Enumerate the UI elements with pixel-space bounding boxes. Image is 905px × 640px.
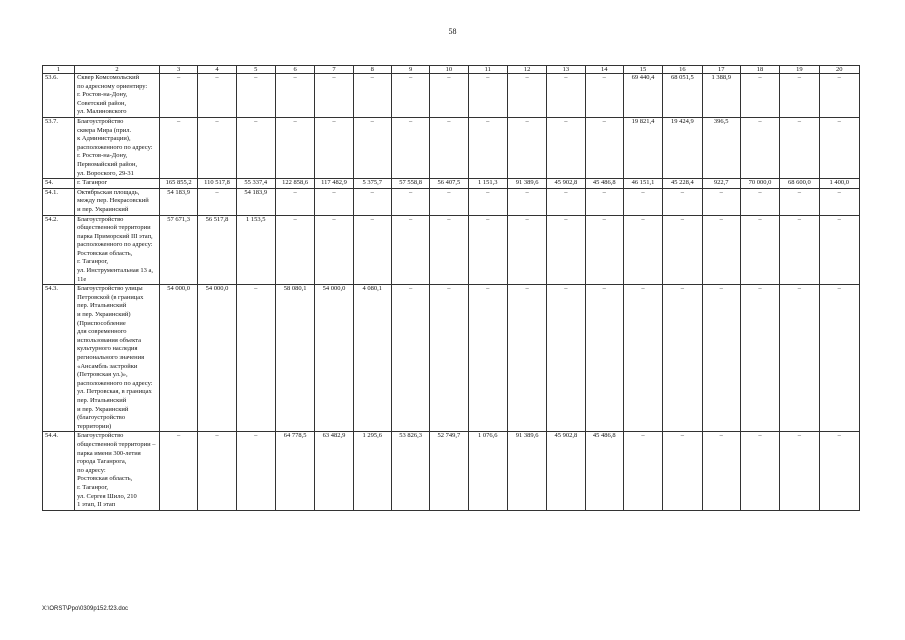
column-number-cell: 2 [75, 66, 160, 74]
amount-cell: – [430, 188, 468, 215]
amount-cell: – [819, 117, 859, 178]
amount-cell: – [468, 215, 507, 285]
amount-cell: 45 228,4 [663, 179, 702, 189]
amount-cell: – [819, 285, 859, 432]
amount-cell: – [780, 432, 819, 510]
column-number-cell: 1 [43, 66, 75, 74]
amount-cell: 55 337,4 [236, 179, 275, 189]
amount-cell: 57 558,8 [391, 179, 429, 189]
object-name-cell: Благоустройство общественной территории – парка имени 300-летия города Таганрога, по адресу: Ростовская область, г. Таганрог, ул. Сергея Шило, 210 1 этап, II этап [75, 432, 160, 510]
amount-cell: – [468, 117, 507, 178]
table-row [43, 215, 860, 285]
amount-cell: 70 000,0 [740, 179, 779, 189]
column-number-cell: 8 [353, 66, 391, 74]
amount-cell: – [819, 432, 859, 510]
amount-cell: 5 375,7 [353, 179, 391, 189]
amount-cell: 45 902,8 [547, 432, 585, 510]
amount-cell: 54 000,0 [315, 285, 353, 432]
amount-cell: – [623, 215, 662, 285]
amount-cell: 1 076,6 [468, 432, 507, 510]
amount-cell: 1 295,6 [353, 432, 391, 510]
column-number-cell: 3 [160, 66, 198, 74]
amount-cell: – [585, 117, 623, 178]
object-name-cell: Благоустройство улицы Петровской (в границах пер. Итальянский и пер. Украинский) (Приспособление для современного использования объекта культурного наследия регионального значения «Ансамбль застройки (Петровская ул.)», расположенного по адресу: ул. Петровская, в границах пер. Итальянский и пер. Украинский (благоустройство территории) [75, 285, 160, 432]
amount-cell: 396,5 [702, 117, 740, 178]
amount-cell: – [547, 74, 585, 118]
column-number-cell: 17 [702, 66, 740, 74]
row-number-cell: 54.3. [43, 285, 75, 432]
column-number-cell: 16 [663, 66, 702, 74]
amount-cell: – [430, 117, 468, 178]
column-number-cell: 7 [315, 66, 353, 74]
amount-cell: – [623, 285, 662, 432]
amount-cell: – [507, 188, 546, 215]
amount-cell: – [198, 432, 236, 510]
amount-cell: 64 778,5 [275, 432, 314, 510]
row-number-cell: 53.6. [43, 74, 75, 118]
table-row [43, 117, 860, 178]
amount-cell: 1 400,0 [819, 179, 859, 189]
amount-cell: – [663, 432, 702, 510]
object-name-cell: г. Таганрог [75, 179, 160, 189]
amount-cell: – [780, 215, 819, 285]
page-number: 58 [448, 27, 457, 36]
amount-cell: 1 151,3 [468, 179, 507, 189]
amount-cell: – [468, 74, 507, 118]
amount-cell: 91 389,6 [507, 179, 546, 189]
amount-cell: – [819, 188, 859, 215]
amount-cell: – [819, 74, 859, 118]
amount-cell: – [391, 117, 429, 178]
amount-cell: – [585, 215, 623, 285]
amount-cell: – [236, 117, 275, 178]
amount-cell: – [353, 117, 391, 178]
amount-cell: 19 821,4 [623, 117, 662, 178]
amount-cell: – [315, 215, 353, 285]
column-number-cell: 20 [819, 66, 859, 74]
amount-cell: – [391, 215, 429, 285]
amount-cell: – [780, 117, 819, 178]
footer-file-path: X:\ORST\Ppo\0309p152.f23.doc [42, 606, 129, 612]
amount-cell: – [391, 74, 429, 118]
amount-cell: – [275, 117, 314, 178]
amount-cell: – [198, 188, 236, 215]
object-name-cell: Октябрьская площадь, между пер. Некрасовский и пер. Украинский [75, 188, 160, 215]
amount-cell: 63 482,9 [315, 432, 353, 510]
amount-cell: – [740, 188, 779, 215]
amount-cell: – [430, 74, 468, 118]
amount-cell: – [740, 117, 779, 178]
amount-cell: – [236, 432, 275, 510]
amount-cell: – [702, 432, 740, 510]
amount-cell: – [468, 188, 507, 215]
amount-cell: 1 153,5 [236, 215, 275, 285]
amount-cell: – [468, 285, 507, 432]
column-number-cell: 12 [507, 66, 546, 74]
amount-cell: – [702, 188, 740, 215]
table-row [43, 74, 860, 118]
amount-cell: – [623, 432, 662, 510]
amount-cell: – [507, 74, 546, 118]
budget-table-container [42, 65, 860, 511]
amount-cell: – [547, 215, 585, 285]
amount-cell: 19 424,9 [663, 117, 702, 178]
row-number-cell: 54. [43, 179, 75, 189]
amount-cell: – [275, 215, 314, 285]
amount-cell: 52 749,7 [430, 432, 468, 510]
amount-cell: – [275, 74, 314, 118]
amount-cell: – [315, 74, 353, 118]
amount-cell: – [547, 285, 585, 432]
table-row [43, 188, 860, 215]
object-name-cell: Благоустройство общественной территории парка Приморский III этап, расположенного по адресу: Ростовская область, г. Таганрог, ул. Инструментальная 13 а, 11е [75, 215, 160, 285]
amount-cell: – [160, 432, 198, 510]
table-row [43, 432, 860, 510]
budget-table [42, 65, 860, 511]
amount-cell: 54 183,9 [160, 188, 198, 215]
amount-cell: – [740, 285, 779, 432]
amount-cell: – [663, 215, 702, 285]
amount-cell: 57 671,3 [160, 215, 198, 285]
column-number-cell: 14 [585, 66, 623, 74]
amount-cell: – [391, 188, 429, 215]
amount-cell: – [430, 285, 468, 432]
amount-cell: – [507, 215, 546, 285]
amount-cell: 165 855,2 [160, 179, 198, 189]
row-number-cell: 53.7. [43, 117, 75, 178]
row-number-cell: 54.2. [43, 215, 75, 285]
amount-cell: 54 183,9 [236, 188, 275, 215]
column-number-cell: 9 [391, 66, 429, 74]
amount-cell: – [353, 74, 391, 118]
amount-cell: – [198, 74, 236, 118]
amount-cell: – [236, 285, 275, 432]
column-number-cell: 18 [740, 66, 779, 74]
amount-cell: – [780, 285, 819, 432]
amount-cell: 1 388,9 [702, 74, 740, 118]
amount-cell: – [740, 432, 779, 510]
amount-cell: 56 407,5 [430, 179, 468, 189]
amount-cell: – [236, 74, 275, 118]
amount-cell: – [547, 188, 585, 215]
column-number-cell: 10 [430, 66, 468, 74]
amount-cell: – [663, 285, 702, 432]
amount-cell: – [623, 188, 662, 215]
amount-cell: 4 080,1 [353, 285, 391, 432]
amount-cell: – [353, 215, 391, 285]
amount-cell: 68 051,5 [663, 74, 702, 118]
column-number-cell: 11 [468, 66, 507, 74]
amount-cell: 54 000,0 [160, 285, 198, 432]
amount-cell: 45 486,8 [585, 179, 623, 189]
amount-cell: – [663, 188, 702, 215]
amount-cell: 58 080,1 [275, 285, 314, 432]
column-number-cell: 13 [547, 66, 585, 74]
amount-cell: – [275, 188, 314, 215]
amount-cell: – [353, 188, 391, 215]
amount-cell: – [702, 215, 740, 285]
column-number-cell: 5 [236, 66, 275, 74]
amount-cell: – [585, 285, 623, 432]
amount-cell: – [547, 117, 585, 178]
amount-cell: 45 902,8 [547, 179, 585, 189]
amount-cell: – [507, 117, 546, 178]
amount-cell: 68 600,0 [780, 179, 819, 189]
row-number-cell: 54.1. [43, 188, 75, 215]
amount-cell: – [430, 215, 468, 285]
amount-cell: 122 858,6 [275, 179, 314, 189]
amount-cell: 69 440,4 [623, 74, 662, 118]
amount-cell: 53 826,3 [391, 432, 429, 510]
amount-cell: 54 000,0 [198, 285, 236, 432]
amount-cell: 117 482,9 [315, 179, 353, 189]
amount-cell: – [315, 188, 353, 215]
column-number-cell: 6 [275, 66, 314, 74]
column-number-cell: 4 [198, 66, 236, 74]
table-row [43, 285, 860, 432]
amount-cell: 91 389,6 [507, 432, 546, 510]
amount-cell: – [780, 74, 819, 118]
amount-cell: 110 517,8 [198, 179, 236, 189]
amount-cell: – [507, 285, 546, 432]
amount-cell: – [160, 117, 198, 178]
amount-cell: 56 517,8 [198, 215, 236, 285]
column-number-cell: 19 [780, 66, 819, 74]
amount-cell: – [160, 74, 198, 118]
amount-cell: – [740, 215, 779, 285]
amount-cell: – [780, 188, 819, 215]
object-name-cell: Благоустройство сквера Мира (прил. к Администрации), расположенного по адресу: г. Ростов-на-Дону, Первомайский район, ул. Вороского, 29-31 [75, 117, 160, 178]
row-number-cell: 54.4. [43, 432, 75, 510]
amount-cell: – [315, 117, 353, 178]
amount-cell: 45 486,8 [585, 432, 623, 510]
amount-cell: – [198, 117, 236, 178]
amount-cell: – [819, 215, 859, 285]
amount-cell: 46 151,1 [623, 179, 662, 189]
column-number-header-row [43, 66, 860, 74]
amount-cell: – [391, 285, 429, 432]
amount-cell: – [702, 285, 740, 432]
table-row [43, 179, 860, 189]
amount-cell: – [585, 188, 623, 215]
amount-cell: – [585, 74, 623, 118]
column-number-cell: 15 [623, 66, 662, 74]
amount-cell: 922,7 [702, 179, 740, 189]
object-name-cell: Сквер Комсомольский по адресному ориентиру: г. Ростов-на-Дону, Советский район, ул. Малиновского [75, 74, 160, 118]
amount-cell: – [740, 74, 779, 118]
